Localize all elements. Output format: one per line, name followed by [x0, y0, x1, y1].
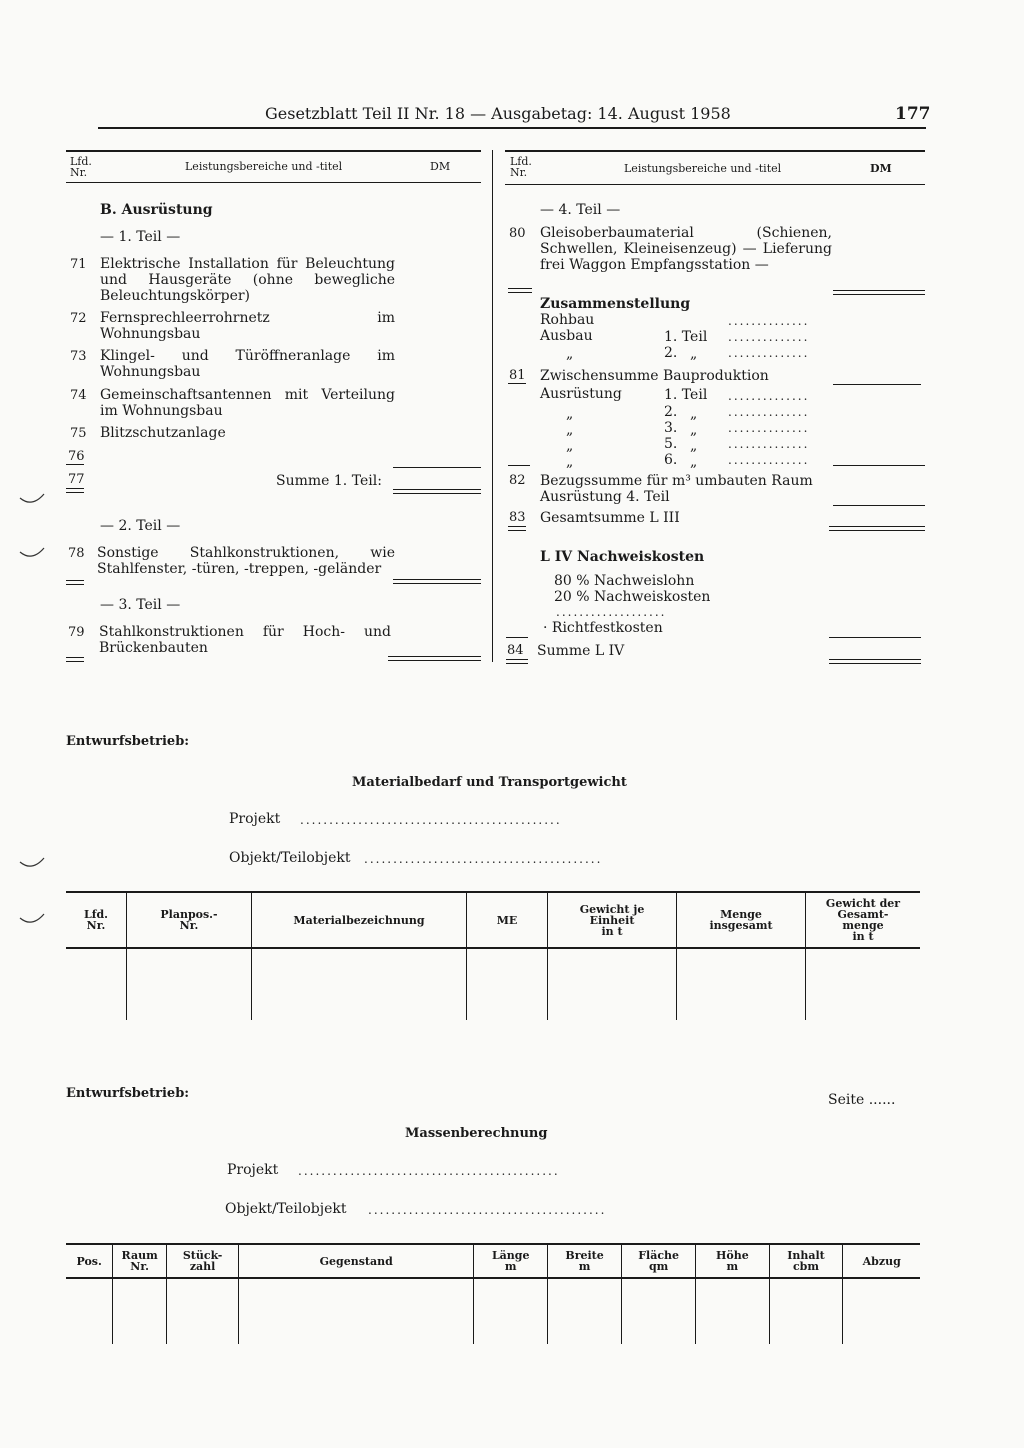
- ditto-mark: „: [690, 438, 698, 454]
- form2-objekt-label: Objekt/Teilobjekt: [225, 1201, 347, 1217]
- col-header: ME: [467, 892, 548, 948]
- col-header: Pos.: [76, 1254, 102, 1268]
- item-nr: 71: [70, 257, 87, 272]
- nr-double-rule: [66, 657, 84, 662]
- form1-projekt-label: Projekt: [229, 811, 281, 827]
- col-header: Menge insgesamt: [677, 892, 806, 948]
- item80-nr: 80: [509, 226, 526, 241]
- nr-double-rule: [508, 526, 526, 531]
- teil4-heading: — 4. Teil —: [540, 202, 621, 218]
- ausruestung-teil: 2.: [664, 404, 678, 420]
- form1-title: Materialbedarf und Transportgewicht: [352, 775, 627, 790]
- item79-double-rule: [388, 656, 481, 661]
- form2-betrieb: Entwurfsbetrieb:: [66, 1086, 190, 1101]
- ditto-mark: „: [690, 406, 698, 422]
- section-title: B. Ausrüstung: [100, 202, 213, 218]
- left-top-rule: [66, 150, 481, 152]
- col-header: Breite m: [548, 1244, 622, 1278]
- item81-nr: 81: [509, 368, 526, 383]
- item-nr: 74: [70, 388, 87, 403]
- col-header: Höhe m: [696, 1244, 769, 1278]
- item83-text: Gesamtsumme L III: [540, 510, 680, 526]
- item-text: Klingel- und Türöffneranlage im Wohnungsbau: [100, 348, 395, 380]
- dot-leader: ..............: [728, 405, 810, 419]
- teil1-heading: — 1. Teil —: [100, 229, 181, 245]
- l4-rule: [829, 637, 921, 638]
- col-header: Materialbezeichnung: [252, 892, 467, 948]
- ausruestung-teil: 5.: [664, 436, 678, 452]
- ditto-mark: „: [566, 454, 574, 470]
- item-text: Blitzschutzanlage: [100, 425, 226, 441]
- right-col-title-header: Leistungsbereiche und -titel: [624, 162, 782, 175]
- ditto-mark: „: [690, 422, 698, 438]
- ausruestung-label: Ausrüstung: [540, 386, 622, 402]
- ausbau-teil2: 2.: [664, 345, 678, 361]
- ditto-mark: „: [566, 346, 574, 362]
- dot-leader: ..............: [728, 437, 810, 451]
- page-header-title: Gesetzblatt Teil II Nr. 18 — Ausgabetag: 14. August 1958: [265, 104, 731, 123]
- col-header: Gewicht je Einheit in t: [548, 892, 677, 948]
- col-header: Fläche qm: [622, 1244, 696, 1278]
- item82-nr: 82: [509, 473, 526, 488]
- zusammenstellung-heading: Zusammenstellung: [540, 296, 691, 312]
- col-header: Gewicht der Gesamt- menge in t: [806, 892, 921, 948]
- dot-leader: ...................: [556, 605, 667, 619]
- dot-leader: ..............: [728, 421, 810, 435]
- l4-line-c: · Richtfestkosten: [543, 620, 663, 636]
- item84-double-rule: [829, 659, 921, 664]
- ditto-mark: „: [690, 346, 698, 362]
- item82-text: Bezugssumme für m³ umbauten Raum Ausrüstung 4. Teil: [540, 473, 813, 505]
- ausruestung-rule: [833, 465, 925, 466]
- ditto-mark: „: [566, 406, 574, 422]
- ditto-mark: „: [566, 438, 574, 454]
- dot-leader: ..............: [728, 453, 810, 467]
- nr-underline: [508, 465, 530, 466]
- form1-betrieb: Entwurfsbetrieb:: [66, 734, 190, 749]
- col-header: Planpos.- Nr.: [127, 892, 252, 948]
- ausruestung-teil: 6.: [664, 452, 678, 468]
- item-nr: 75: [70, 426, 87, 441]
- page-number: 177: [895, 104, 931, 124]
- right-head-rule: [505, 184, 925, 185]
- l4-line-a: 80 % Nachweislohn: [554, 573, 695, 589]
- teil3-heading: — 3. Teil —: [100, 597, 181, 613]
- nr-double-rule: [66, 488, 84, 493]
- item78-text: Sonstige Stahlkonstruktionen, wie Stahlfenster, -türen, -treppen, -geländer: [97, 545, 395, 577]
- table-row: [66, 948, 920, 1020]
- form2-projekt-label: Projekt: [227, 1162, 279, 1178]
- dot-leader: ..............: [728, 389, 810, 403]
- form1-projekt-field: .............................................: [300, 813, 562, 827]
- header-rule: [98, 127, 926, 129]
- sum1-double-rule: [393, 489, 481, 494]
- material-table: [66, 891, 920, 1020]
- left-col-dm-header: DM: [430, 160, 451, 173]
- item82-rule: [833, 505, 925, 506]
- col-header: Lfd. Nr.: [84, 908, 108, 932]
- rohbau-label: Rohbau: [540, 312, 595, 328]
- form1-objekt-label: Objekt/Teilobjekt: [229, 850, 351, 866]
- right-top-rule: [505, 150, 925, 152]
- col-header: Stück- zahl: [167, 1244, 239, 1278]
- nr-double-rule: [508, 288, 532, 293]
- ditto-mark: „: [566, 422, 574, 438]
- form2-title: Massenberechnung: [405, 1126, 548, 1141]
- item84-nr: 84: [507, 643, 524, 658]
- l4-heading: L IV Nachweiskosten: [540, 549, 705, 565]
- col-header: Länge m: [474, 1244, 548, 1278]
- item80-text: Gleisoberbaumaterial (Schienen, Schwellen, Kleineisenzeug) — Lieferung frei Waggon Empfangsstation —: [540, 225, 832, 273]
- nr-underline: [506, 637, 528, 638]
- item-text: Fernsprechleerrohrnetz im Wohnungsbau: [100, 310, 395, 342]
- item83-double-rule: [829, 526, 925, 531]
- item-nr: 76: [68, 449, 85, 464]
- form2-objekt-field: .........................................: [368, 1203, 607, 1217]
- left-col-title-header: Leistungsbereiche und -titel: [185, 160, 343, 173]
- ausruestung-teil: 1. Teil: [664, 387, 708, 403]
- item-text: Gemeinschaftsantennen mit Verteilung im Wohnungsbau: [100, 387, 395, 419]
- left-head-rule: [66, 182, 481, 183]
- item83-nr: 83: [509, 510, 526, 525]
- right-col-dm-header: DM: [870, 162, 892, 175]
- ditto-mark: „: [690, 454, 698, 470]
- col-header: Gegenstand: [239, 1244, 474, 1278]
- item78-nr: 78: [68, 546, 85, 561]
- column-divider: [492, 150, 493, 662]
- right-col-nr-header: Lfd. Nr.: [510, 155, 532, 179]
- massen-table: [66, 1243, 920, 1344]
- form2-seite: Seite ......: [828, 1092, 896, 1108]
- col-header: Raum Nr.: [113, 1244, 167, 1278]
- item78-double-rule: [393, 579, 481, 584]
- ausbau-label: Ausbau: [540, 328, 593, 344]
- sum-line: [393, 467, 481, 468]
- scan-margin-marks: [18, 490, 48, 940]
- sum1-label: Summe 1. Teil:: [276, 473, 382, 489]
- item81-rule: [833, 384, 921, 385]
- item81-text: Zwischensumme Bauproduktion: [540, 368, 769, 384]
- item-nr: 72: [70, 311, 87, 326]
- nr-double-rule: [506, 659, 528, 664]
- form2-projekt-field: .............................................: [298, 1164, 560, 1178]
- sum1-nr: 77: [68, 472, 85, 487]
- table-row: [66, 1278, 920, 1344]
- nr-underline: [508, 383, 526, 384]
- item79-nr: 79: [68, 625, 85, 640]
- left-col-nr-header: Lfd. Nr.: [70, 155, 92, 179]
- item-nr: 73: [70, 349, 87, 364]
- dot-leader: ..............: [728, 346, 810, 360]
- col-header: Abzug: [843, 1244, 920, 1278]
- dot-leader: ..............: [728, 314, 810, 328]
- ausbau-teil1: 1. Teil: [664, 329, 708, 345]
- l4-line-b: 20 % Nachweiskosten: [554, 589, 711, 605]
- ausruestung-teil: 3.: [664, 420, 678, 436]
- form1-objekt-field: .........................................: [364, 852, 603, 866]
- item79-text: Stahlkonstruktionen für Hoch- und Brückenbauten: [99, 624, 391, 656]
- nr-underline: [66, 464, 84, 465]
- teil2-heading: — 2. Teil —: [100, 518, 181, 534]
- col-header: Inhalt cbm: [769, 1244, 843, 1278]
- item-text: Elektrische Installation für Beleuchtung und Hausgeräte (ohne bewegliche Beleuchtungskörper): [100, 256, 395, 304]
- item80-double-rule: [833, 290, 925, 295]
- item84-text: Summe L IV: [537, 643, 625, 659]
- nr-double-rule: [66, 580, 84, 585]
- dot-leader: ..............: [728, 330, 810, 344]
